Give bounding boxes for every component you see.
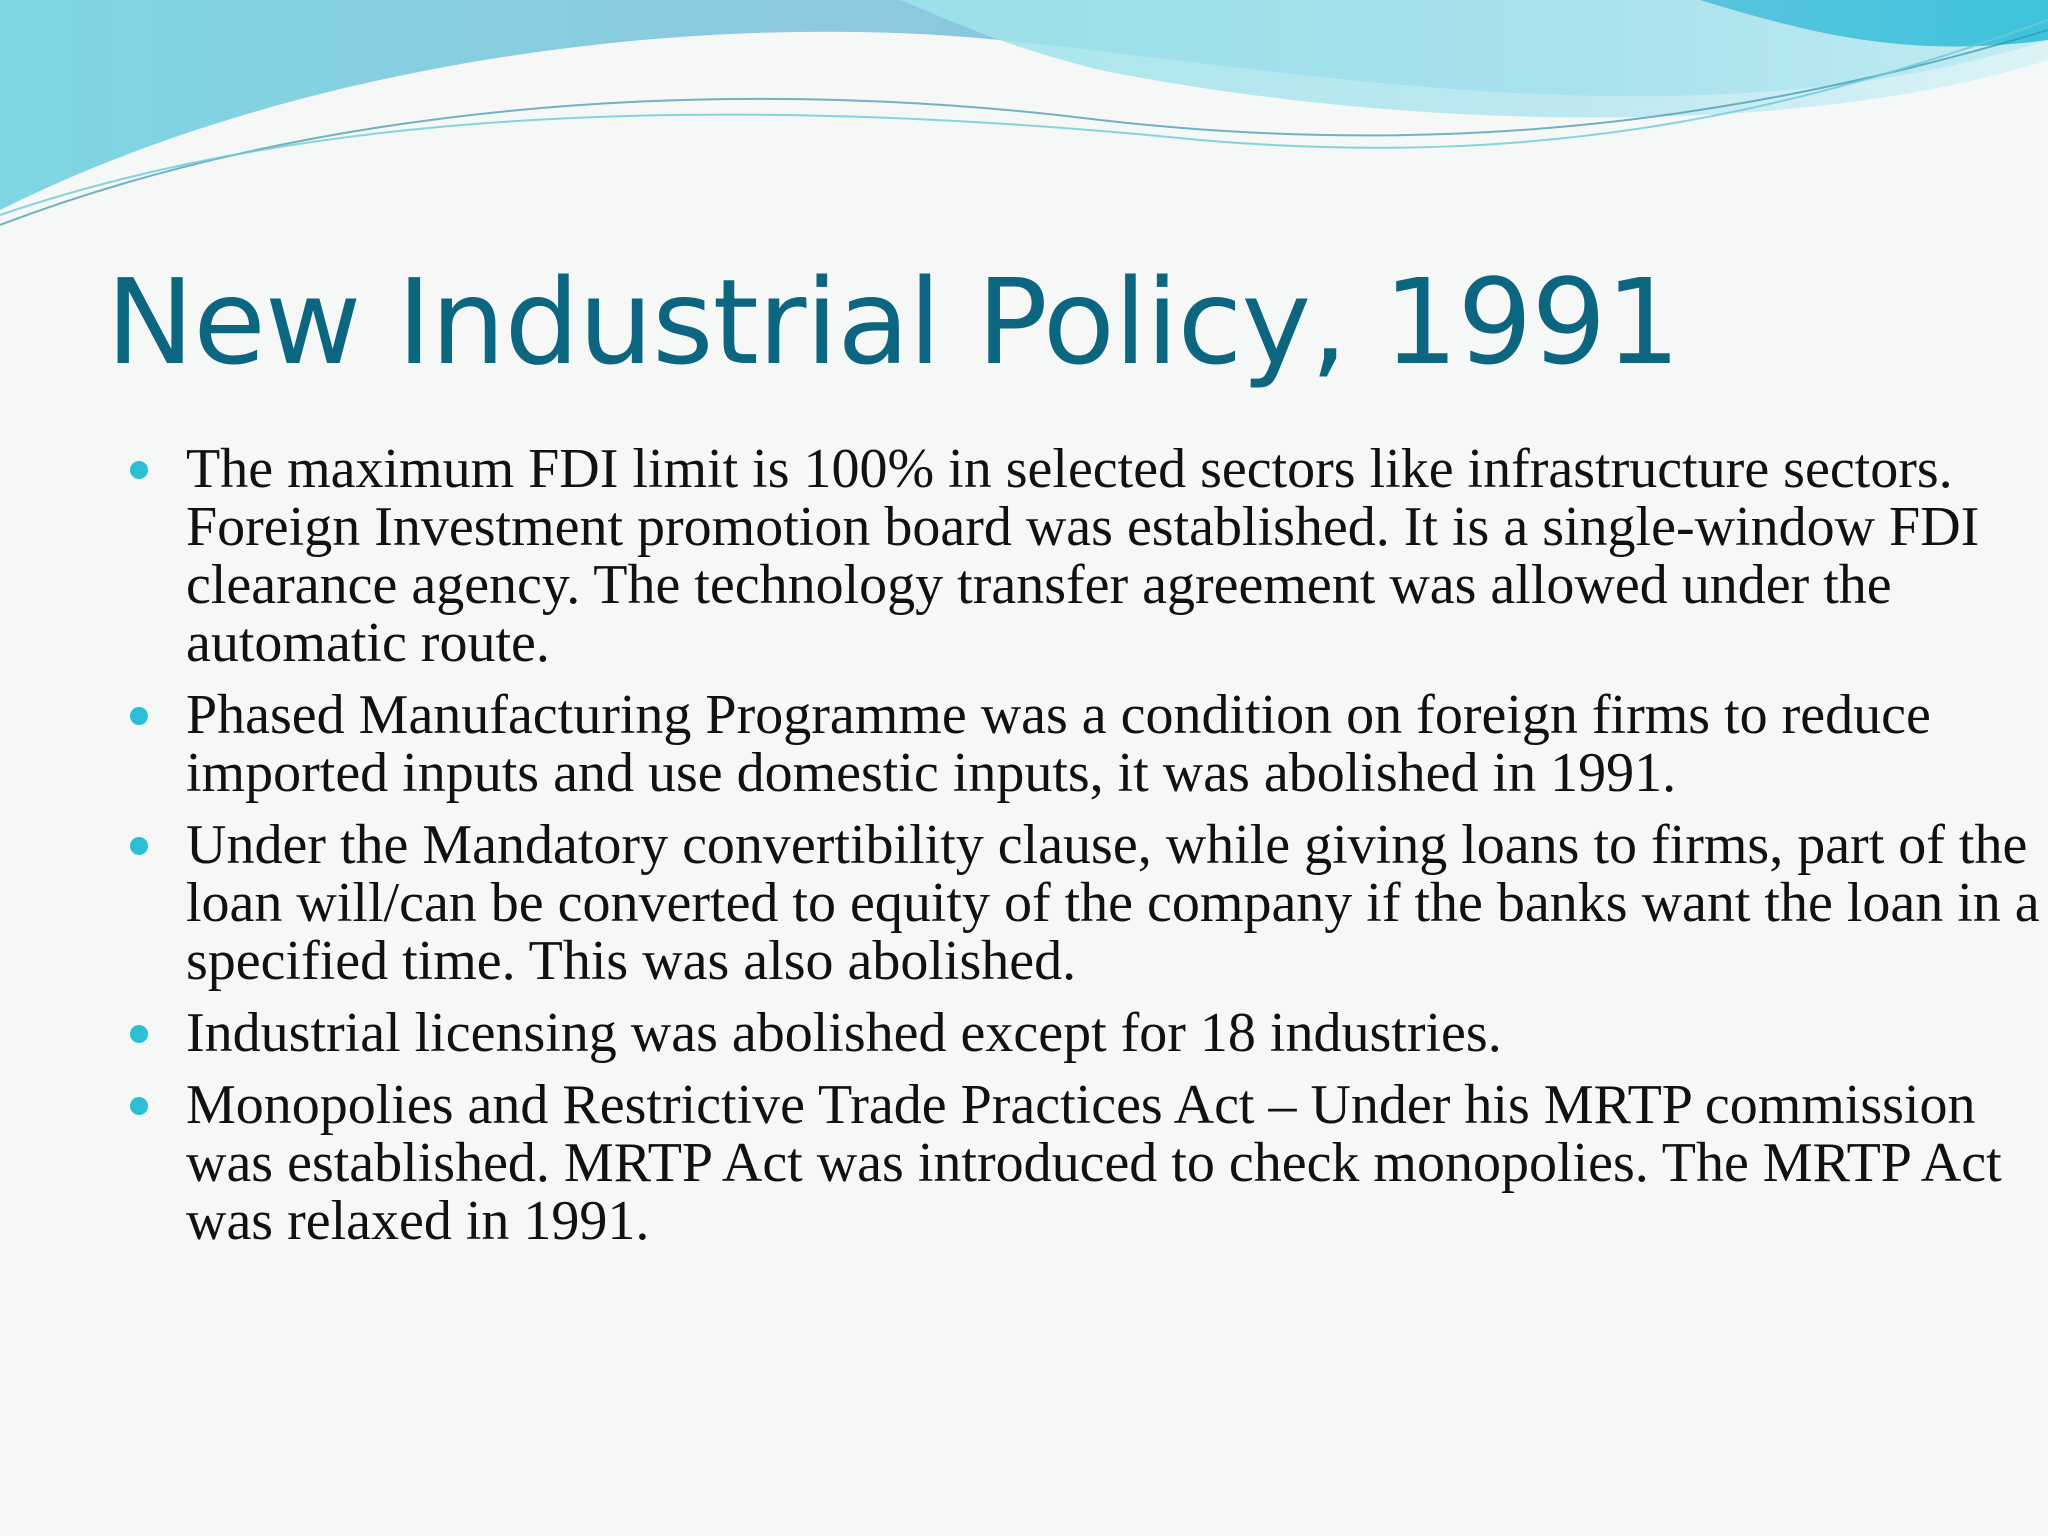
bullet-dot-icon — [130, 707, 148, 725]
bullet-item — [130, 814, 2040, 992]
bullet-dot-icon — [130, 461, 148, 479]
slide-title: New Industrial Policy, 1991 — [106, 253, 1680, 391]
bullet-list — [130, 438, 2040, 1264]
bullet-text: Under the Mandatory convertibility clause, while giving loans to firms, part of the loan will/can be converted to equity of the company if the banks want the loan in a specified time. This was also abolished. — [186, 814, 2040, 992]
bullet-item — [130, 1004, 2030, 1062]
bullet-text: The maximum FDI limit is 100% in selected sectors like infrastructure sectors. Foreign Investment promotion board was established. It is a single-window FDI clearance agency. The technology transfer agreement was allowed under the automatic route. — [186, 438, 1980, 674]
bullet-dot-icon — [130, 1025, 148, 1043]
bullet-text: Monopolies and Restrictive Trade Practices Act – Under his MRTP commission was established. MRTP Act was introduced to check monopolies. The MRTP Act was relaxed in 1991. — [186, 1074, 2002, 1252]
bullet-item — [130, 686, 2030, 802]
bullet-dot-icon — [130, 837, 148, 855]
bullet-dot-icon — [130, 1097, 148, 1115]
decorative-wave-header — [0, 0, 2048, 240]
bullet-item — [130, 1076, 2030, 1250]
bullet-text: Industrial licensing was abolished except for 18 industries. — [186, 1002, 1502, 1064]
bullet-item — [130, 440, 2030, 672]
bullet-text: Phased Manufacturing Programme was a condition on foreign firms to reduce imported inputs and use domestic inputs, it was abolished in 1991. — [186, 684, 1931, 804]
